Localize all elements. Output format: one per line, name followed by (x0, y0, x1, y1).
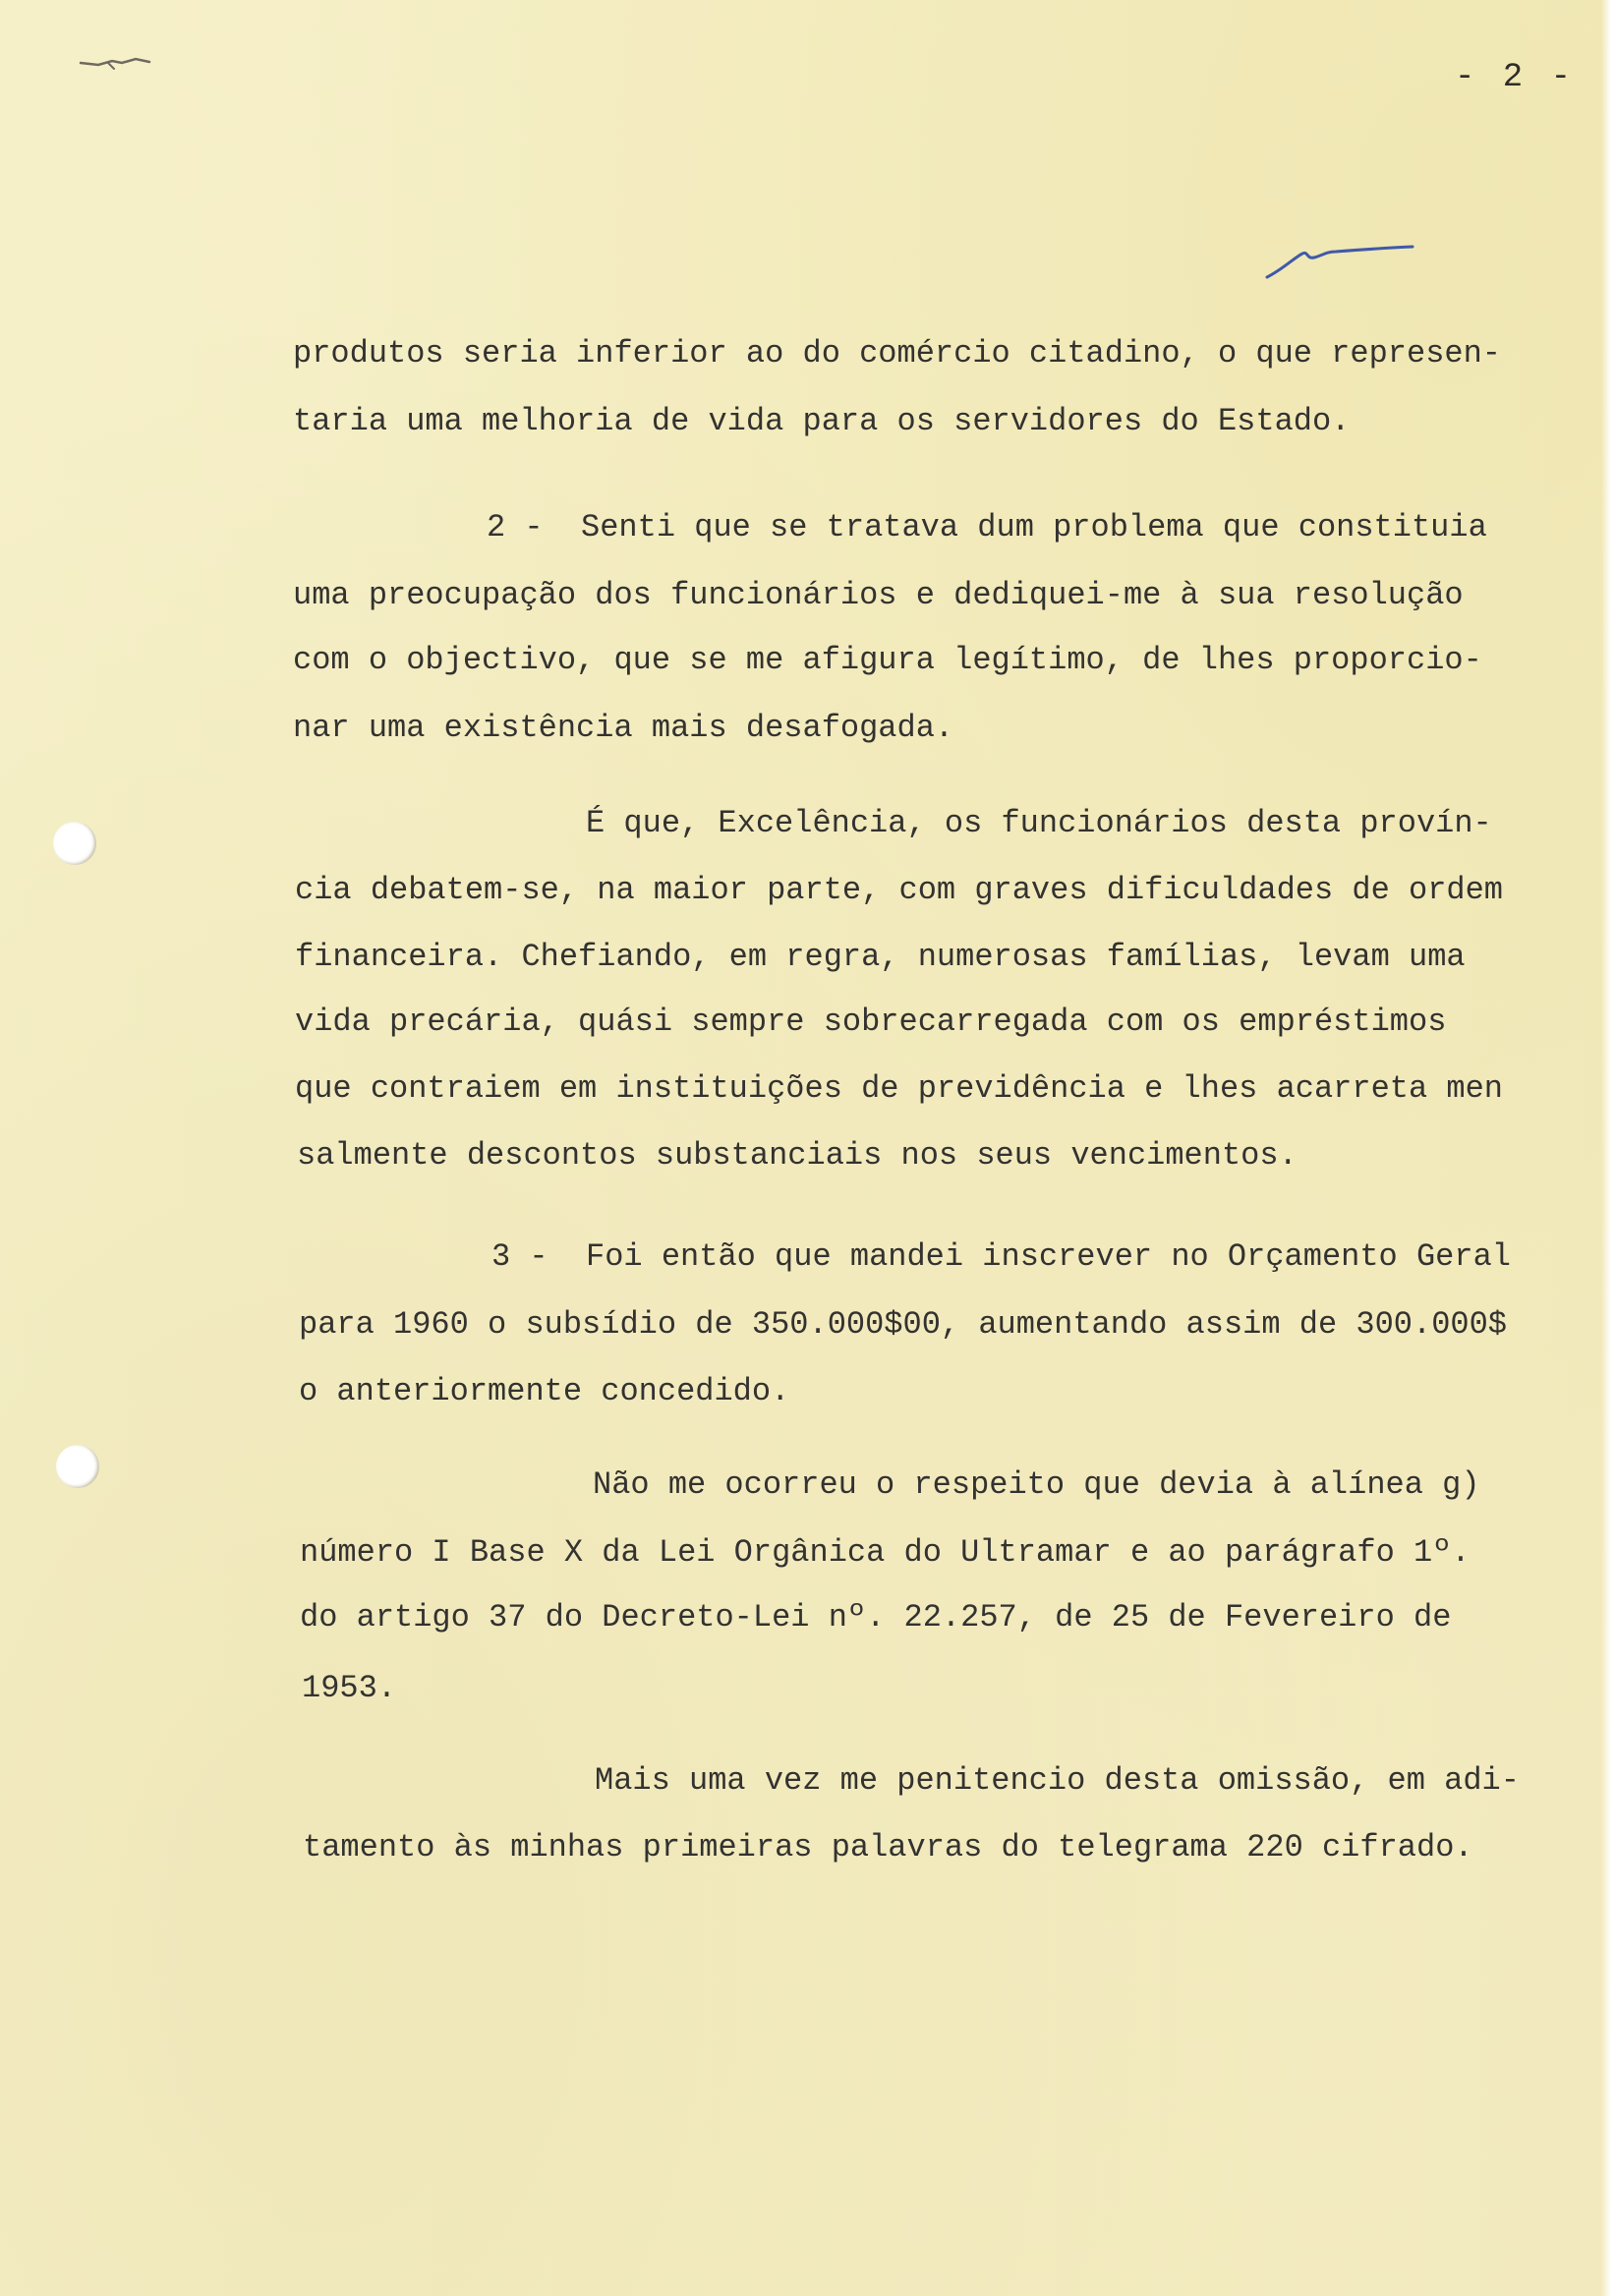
page-edge (1601, 0, 1615, 2296)
body-line: nar uma existência mais desafogada. (293, 710, 954, 746)
corner-staple-mark (79, 51, 167, 81)
body-line: É que, Excelência, os funcionários desta provín- (586, 805, 1492, 841)
body-line: tamento às minhas primeiras palavras do telegrama 220 cifrado. (303, 1829, 1473, 1866)
body-line: taria uma melhoria de vida para os servidores do Estado. (293, 403, 1351, 439)
punch-hole-lower (56, 1445, 99, 1488)
body-line: produtos seria inferior ao do comércio citadino, o que represen- (293, 335, 1501, 372)
body-line: o anteriormente concedido. (299, 1373, 790, 1409)
body-line: número I Base X da Lei Orgânica do Ultramar e ao parágrafo 1º. (300, 1534, 1471, 1571)
handwritten-initials (1263, 234, 1420, 283)
body-line: vida precária, quási sempre sobrecarregada com os empréstimos (295, 1004, 1447, 1040)
page-number: - 2 - (1455, 59, 1576, 96)
body-line: Não me ocorreu o respeito que devia à alínea g) (593, 1466, 1480, 1503)
body-line: do artigo 37 do Decreto-Lei nº. 22.257, de 25 de Fevereiro de (300, 1599, 1452, 1636)
body-line: Mais uma vez me penitencio desta omissão, em adi- (595, 1762, 1520, 1799)
body-line: que contraiem em instituições de previdência e lhes acarreta men (295, 1070, 1503, 1107)
body-line: financeira. Chefiando, em regra, numerosas famílias, levam uma (295, 939, 1466, 975)
body-line: 2 - Senti que se tratava dum problema que constituia (487, 509, 1487, 545)
body-line: uma preocupação dos funcionários e dediquei-me à sua resolução (293, 577, 1464, 613)
body-line: para 1960 o subsídio de 350.000$00, aumentando assim de 300.000$ (299, 1306, 1507, 1343)
body-line: salmente descontos substanciais nos seus vencimentos. (297, 1137, 1298, 1174)
body-line: com o objectivo, que se me afigura legítimo, de lhes proporcio- (293, 642, 1482, 678)
body-line: 1953. (302, 1670, 397, 1706)
punch-hole-upper (53, 822, 96, 865)
body-line: 3 - Foi então que mandei inscrever no Orçamento Geral (491, 1238, 1511, 1275)
body-line: cia debatem-se, na maior parte, com graves dificuldades de ordem (295, 872, 1503, 908)
